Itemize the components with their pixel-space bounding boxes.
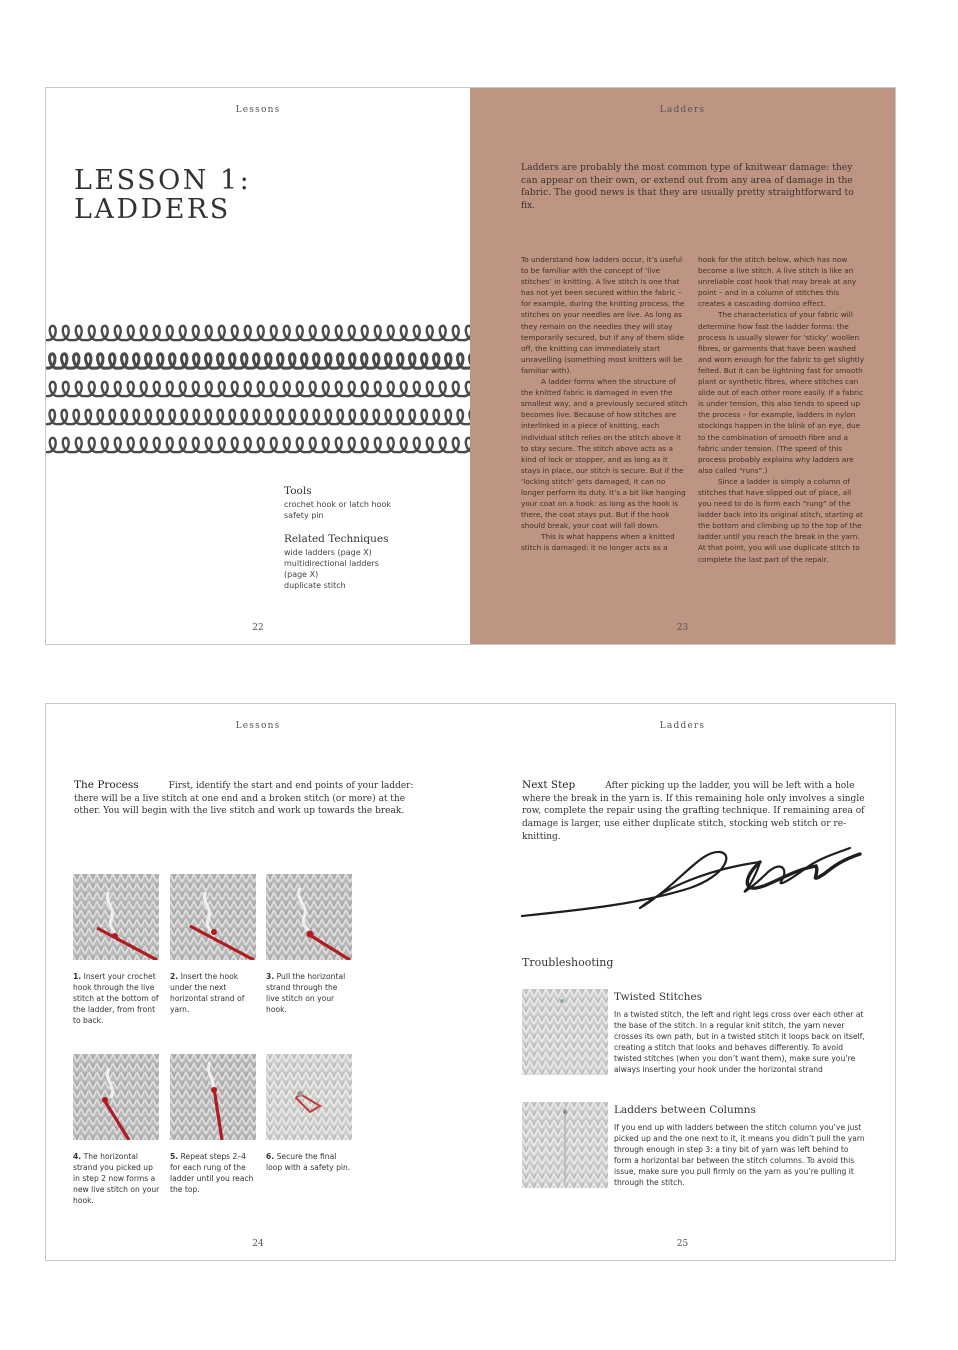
process-lead <box>74 779 414 818</box>
page-number: 23 <box>676 623 689 633</box>
tools-panel <box>284 485 464 591</box>
thread-squiggle-illustration <box>520 844 870 924</box>
process-heading: The Process <box>74 779 139 791</box>
step-2 <box>170 874 257 1015</box>
twisted-stitches-photo <box>522 989 608 1075</box>
page-number: 25 <box>676 1239 689 1249</box>
next-step-lead <box>522 779 867 844</box>
related-item: wide ladders (page X) <box>284 548 372 557</box>
body-paragraph: The characteristics of your fabric will determine how fast the ladder forms: the process is usually slower for ‘sticky’ woollen fibres, or garments that have been washed and worn enough for the fabric to get slightly felted. But it can be lightning fast for smooth plant or synthetic fibres, where stitches can slide out of each other more easily. If a fabric is under tension, this also tends to speed up the process – for example, ladders in nylon stockings happen in the blink of an eye, due to the combination of smooth fibre and a fabric under tension. (The speed of this process probably explains why ladders are also called “runs”.) <box>698 310 865 475</box>
loop-row <box>46 354 470 368</box>
body-paragraph: A ladder forms when the structure of the knitted fabric is damaged in even the smallest way, and a previously secured stitch becomes live. Because of how stitches are interlinked in a piece of knitting, each individual stitch relies on the stitch above it to stay secure. The stitch above acts as a kind of lock or stopper, and as long as it stays in place, our stitch is secure. But if the ‘locking stitch’ gets damaged, it can no longer perform its duty. It’s a bit like hanging your coat on a hook: as long as the hook is there, the coat stays put. But if the hook should break, your coat will fall down. <box>521 377 688 531</box>
body-paragraph: To understand how ladders occur, it’s useful to be familiar with the concept of ‘live stitches’ in knitting. A live stitch is one that has not yet been secured within the fabric – for example, during the knitting process, the stitches on your needles are live. As long as they remain on the needles they will stay temporarily secured, but if any of them slide off, the knitting can immediately start unravelling (something most knitters will be familiar with). <box>521 255 685 375</box>
step-caption: 2. Insert the hook under the next horizontal strand of yarn. <box>170 972 245 1014</box>
page-25 <box>470 704 895 1260</box>
page-number: 24 <box>252 1239 264 1249</box>
body-paragraph: Since a ladder is simply a column of stitches that have slipped out of place, all you need to do is form each “rung” of the ladder back into its original stitch, starting at the bottom and climbing up to the top of the ladder until you reach the break in the yarn. At that point, you will use duplicate stitch to complete the last part of the repair. <box>698 476 863 564</box>
running-head: Ladders <box>659 105 706 115</box>
step-photo <box>266 874 352 960</box>
step-5 <box>170 1054 257 1195</box>
body-paragraph: hook for the stitch below, which has now become a live stitch. A live stitch is like an unreliable coat hook that may break at any point – and in a column of stitches this creates a cascading domino effect. <box>698 255 857 309</box>
body-column-2 <box>698 254 866 565</box>
item-title: Twisted Stitches <box>614 991 703 1003</box>
troubleshooting-heading: Troubleshooting <box>522 956 614 969</box>
step-photo <box>73 1054 159 1140</box>
title-line-1: LESSON 1: <box>74 165 252 196</box>
related-item: (page X) <box>284 570 319 579</box>
step-4 <box>73 1054 160 1206</box>
spread-lesson-1 <box>45 87 896 645</box>
intro-paragraph: Ladders are probably the most common type of knitwear damage: they can appear on their own, or extend out from any area of damage in the fabric. The good news is that they are usually pretty straightforward to fix. <box>521 162 854 211</box>
step-photo <box>73 874 159 960</box>
spread-process <box>45 703 896 1261</box>
loop-row <box>46 326 470 340</box>
item-text: In a twisted stitch, the left and right legs cross over each other at the base of the stitch. In a regular knit stitch, the yarn never crosses its own path, but in a twisted stitch it loops back on itself, creating a stitch that looks and behaves differently. To avoid twisted stitches (when you don’t want them), make sure you’re always inserting your hook under the horizontal strand <box>614 1010 865 1074</box>
item-title: Ladders between Columns <box>614 1104 756 1116</box>
next-step-text: After picking up the ladder, you will be left with a hole where the break in the yarn is. If this remaining hole only involves a single row, complete the repair using the grafting technique. If remaining area of damage is larger, use either duplicate stitch, stocking web stitch or re-knitting. <box>522 781 865 842</box>
process-lead-text: First, identify the start and end points of your ladder: there will be a live stitch at one end and a broken stitch (or more) at the other. You will begin with the live stitch and work up towards the break. <box>74 781 414 817</box>
running-head: Ladders <box>659 721 706 731</box>
item-text: If you end up with ladders between the stitch column you’ve just picked up and the one next to it, it means you didn’t pull the yarn through enough in step 3: a tiny bit of yarn was left behind to form a horizontal bar between the stitch columns. To avoid this issue, make sure you pull firmly on the yarn as you’re pulling it through the stitch. <box>614 1123 865 1187</box>
running-head: Lessons <box>235 105 281 115</box>
page-number: 22 <box>252 623 264 633</box>
step-caption: 3. Pull the horizontal strand through the live stitch on your hook. <box>266 972 346 1014</box>
tool-item: safety pin <box>284 511 324 520</box>
loop-row <box>46 382 470 396</box>
step-caption: 6. Secure the final loop with a safety pin. <box>266 1152 351 1172</box>
lesson-title <box>74 166 251 224</box>
tool-item: crochet hook or latch hook <box>284 500 392 509</box>
step-6 <box>266 1054 353 1173</box>
ladder-loops-illustration <box>46 320 470 468</box>
running-head: Lessons <box>235 721 281 731</box>
related-item: duplicate stitch <box>284 581 346 590</box>
step-caption: 1. Insert your crochet hook through the live stitch at the bottom of the ladder, from front to back. <box>73 972 159 1025</box>
body-column-1 <box>521 254 689 554</box>
step-photo <box>170 1054 256 1140</box>
step-1 <box>73 874 160 1026</box>
ladders-between-columns-photo <box>522 1102 608 1188</box>
related-heading: Related Techniques <box>284 533 389 545</box>
page-23 <box>470 88 895 644</box>
related-item: multidirectional ladders <box>284 559 379 568</box>
page-24 <box>46 704 470 1260</box>
loop-row <box>46 438 470 452</box>
step-caption: 5. Repeat steps 2–4 for each rung of the ladder until you reach the top. <box>170 1152 254 1194</box>
loop-row <box>46 410 470 424</box>
step-caption: 4. The horizontal strand you picked up in step 2 now forms a new live stitch on your hook. <box>73 1152 160 1205</box>
step-3 <box>266 874 353 1015</box>
step-photo <box>170 874 256 960</box>
tools-heading: Tools <box>284 485 312 497</box>
page-22 <box>46 88 470 644</box>
title-line-2: LADDERS <box>74 194 231 225</box>
body-paragraph: This is what happens when a knitted stitch is damaged: it no longer acts as a <box>521 532 675 553</box>
next-step-heading: Next Step <box>522 779 576 791</box>
step-photo <box>266 1054 352 1140</box>
